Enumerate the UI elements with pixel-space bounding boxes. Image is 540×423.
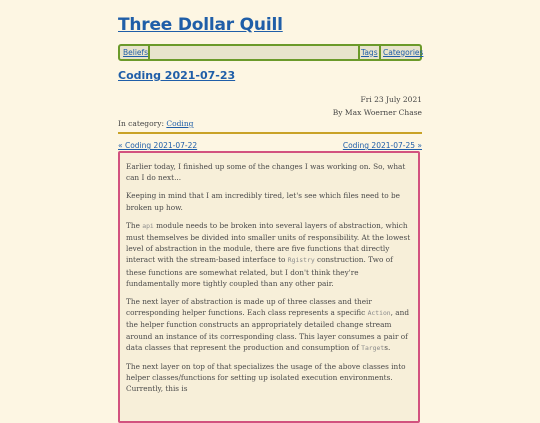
previous-post-link[interactable]: « Coding 2021-07-22 (118, 141, 198, 150)
paragraph: Earlier today, I finished up some of the changes I was working on. So, what can I do next... (126, 162, 406, 183)
paragraph: The next layer on top of that specializes the usage of the above classes into helper classes/functions for setting up isolated execution environments. Currently, this is (126, 362, 406, 394)
next-post-link[interactable]: Coding 2021-07-25 » (342, 141, 422, 150)
nav-link-tags[interactable]: Tags (361, 47, 378, 57)
nav-bar (118, 44, 422, 61)
post-content (118, 151, 420, 423)
paragraph: Keeping in mind that I am incredibly tired, let's see which files need to be broken up how. (126, 191, 400, 212)
nav-search-field[interactable] (150, 46, 358, 59)
post-category (118, 119, 193, 128)
site-title-link[interactable]: Three Dollar Quill (118, 15, 283, 35)
category-prefix: In category: (118, 119, 167, 128)
category-link[interactable]: Coding (166, 119, 194, 128)
nav-link-beliefs[interactable]: Beliefs (123, 47, 149, 57)
nav-divider (358, 46, 360, 59)
post-date: Fri 23 July 2021 (360, 95, 422, 104)
divider-rule (118, 132, 422, 134)
post-title-link[interactable]: Coding 2021-07-23 (118, 69, 236, 82)
inline-code: api (142, 221, 154, 230)
inline-code: Action (367, 309, 391, 318)
paragraph: The next layer of abstraction is made up of three classes and their corresponding helper functions. Each class represents a specific Action, and the helper function constructs an appropriately detailed change stream around an instance of its corresponding class. This layer consumes a pair of data classes that represent the production and consumption of Targets. (126, 297, 410, 352)
inline-code: Target (361, 343, 385, 352)
post-author: By Max Woerner Chase (332, 108, 422, 117)
inline-code: Rgistry (287, 256, 315, 265)
nav-divider (379, 46, 381, 59)
nav-link-categories[interactable]: Categories (383, 47, 424, 57)
paragraph: The api module needs to be broken into several layers of abstraction, which must themselves be divided into smaller units of responsibility. At the lowest level of abstraction in the module, there are five functions that directly interact with the stream-based interface to Rgistry construction. Two of these functions are somewhat related, but I don't think they're fundamentally more tightly coupled than any other pair. (126, 220, 411, 288)
